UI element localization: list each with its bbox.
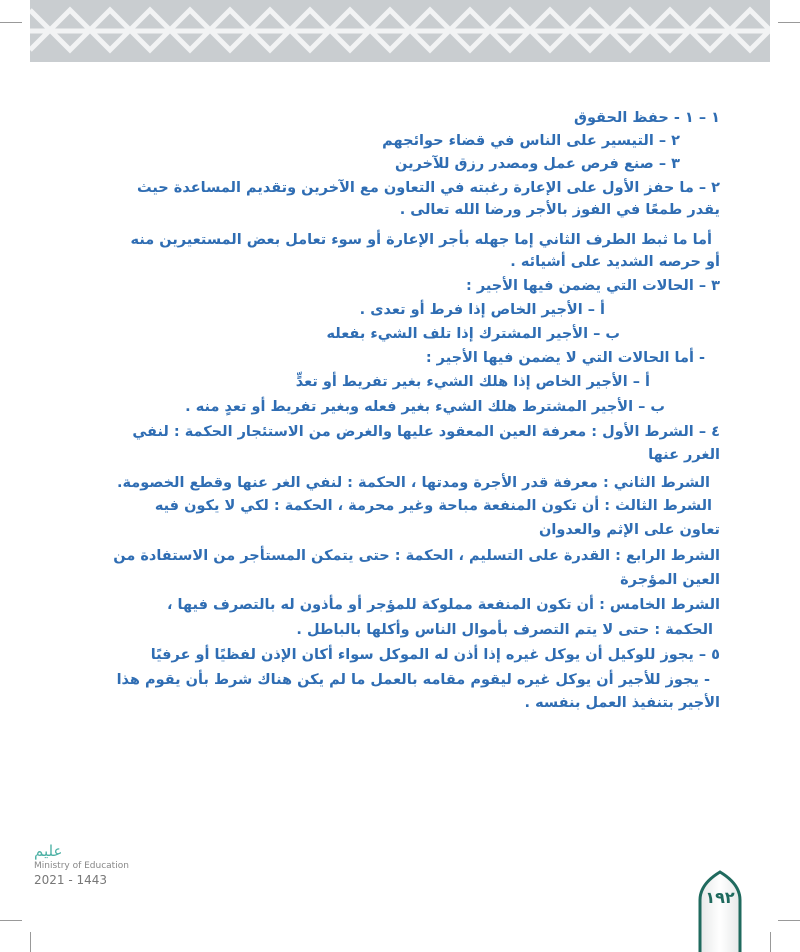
crop-mark: [778, 22, 800, 23]
text-line: أ – الأجير الخاص إذا هلك الشيء بغير تفريط أو تعدٍّ: [295, 374, 650, 390]
text-line: الأجير بتنفيذ العمل بنفسه .: [524, 695, 720, 711]
ministry-logo: [34, 842, 129, 887]
geometric-pattern-icon: [30, 0, 770, 62]
text-line: ب – الأجير المشترك إذا تلف الشيء بفعله: [326, 326, 620, 342]
header-pattern-banner: [30, 0, 770, 62]
text-line: ب – الأجير المشترط هلك الشيء بغير فعله وبغير تفريط أو تعدٍ منه .: [185, 399, 665, 415]
logo-arabic: عليم: [34, 842, 63, 860]
text-line: الشرط الثاني : معرفة قدر الأجرة ومدتها ، الحكمة : لنفي الغر عنها وقطع الخصومة.: [116, 475, 710, 491]
text-line: الشرط الخامس : أن تكون المنفعة مملوكة للمؤجر أو مأذون له بالتصرف فيها ،: [166, 597, 720, 613]
text-line: - أما الحالات التي لا يضمن فيها الأجير :: [425, 350, 705, 366]
logo-english: Ministry of Education: [34, 861, 129, 871]
crop-mark: [0, 22, 22, 23]
crop-mark: [778, 920, 800, 921]
page-number-badge: [697, 870, 743, 952]
text-line: أو حرصه الشديد على أشيائه .: [510, 254, 720, 270]
text-line: الحكمة : حتى لا يتم التصرف بأموال الناس وأكلها بالباطل .: [296, 622, 713, 638]
text-line: الشرط الرابع : القدرة على التسليم ، الحكمة : حتى يتمكن المستأجر من الاستفادة من: [113, 548, 720, 564]
text-line: - يجوز للأجير أن يوكل غيره ليقوم مقامه بالعمل ما لم يكن هناك شرط بأن يقوم هذا: [116, 672, 710, 688]
text-line: ١ – ١ - حفظ الحقوق: [573, 110, 720, 126]
text-line: ٢ – ما حفز الأول على الإعارة رغبته في التعاون مع الآخرين وتقديم المساعدة حيث: [137, 180, 720, 196]
text-line: يقدر طمعًا في الفوز بالأجر ورضا الله تعالى .: [399, 202, 720, 218]
page-number: ١٩٢: [705, 888, 735, 907]
crop-mark: [30, 932, 31, 952]
text-line: ٣ – الحالات التي يضمن فيها الأجير :: [465, 278, 720, 294]
text-line: تعاون على الإثم والعدوان: [538, 522, 720, 538]
text-line: ٥ – يجوز للوكيل أن يوكل غيره إذا أذن له الموكل سواء أكان الإذن لفظيًا أو عرفيًا: [150, 647, 720, 663]
text-line: ٢ – التيسير على الناس في قضاء حوائجهم: [382, 133, 680, 149]
text-line: ٣ – صنع فرص عمل ومصدر رزق للآخرين: [395, 156, 680, 172]
text-line: أ – الأجير الخاص إذا فرط أو تعدى .: [359, 302, 605, 318]
text-line: الغرر عنها: [648, 447, 720, 463]
text-line: العين المؤجرة: [620, 572, 720, 588]
text-line: أما ما ثبط الطرف الثاني إما جهله بأجر الإعارة أو سوء تعامل بعض المستعيرين منه: [130, 232, 712, 248]
edition-year: 2021 - 1443: [34, 873, 108, 887]
crop-mark: [0, 920, 22, 921]
text-line: ٤ – الشرط الأول : معرفة العين المعقود عليها والغرض من الاستئجار الحكمة : لنفي: [132, 424, 720, 440]
text-line: الشرط الثالث : أن تكون المنفعة مباحة وغير محرمة ، الحكمة : لكي لا يكون فيه: [154, 498, 712, 514]
crop-mark: [770, 932, 771, 952]
